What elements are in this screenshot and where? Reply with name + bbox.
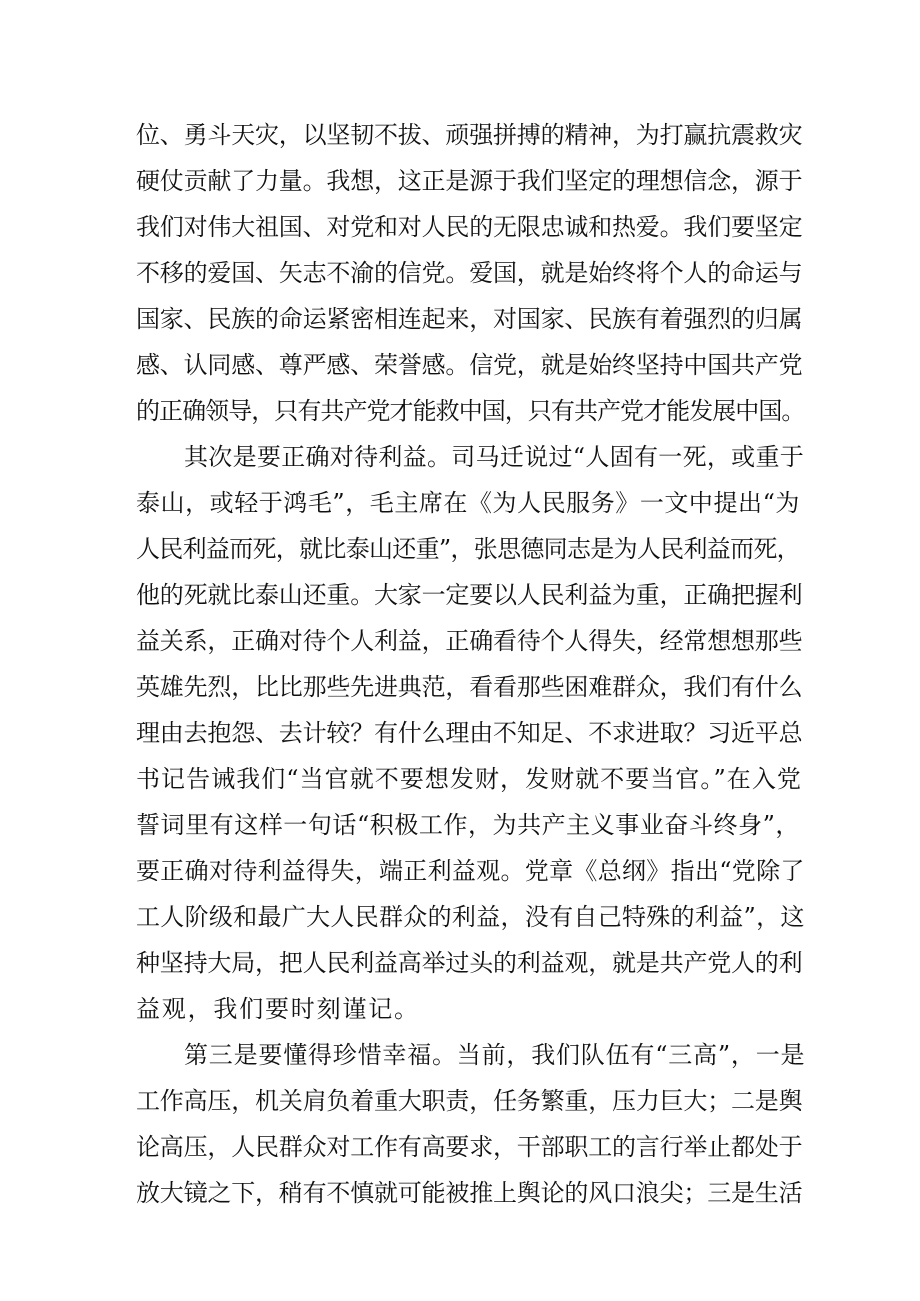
text-line: 感、认同感、尊严感、荣誉感。信党，就是始终坚持中国共产党: [136, 351, 803, 379]
text-line: 益关系，正确对待个人利益，正确看待个人得失，经常想想那些: [136, 627, 803, 655]
text-line: 的正确领导，只有共产党才能救中国，只有共产党才能发展中国。: [136, 397, 805, 425]
text-line: 硬仗贡献了力量。我想，这正是源于我们坚定的理想信念，源于: [136, 167, 803, 195]
text-line: 不移的爱国、矢志不渝的信党。爱国，就是始终将个人的命运与: [136, 259, 803, 287]
text-line: 要正确对待利益得失，端正利益观。党章《总纲》指出“党除了: [136, 857, 805, 885]
text-line: 英雄先烈，比比那些先进典范，看看那些困难群众，我们有什么: [136, 673, 803, 701]
text-line: 工作高压，机关肩负着重大职责，任务繁重，压力巨大；二是舆: [136, 1087, 803, 1115]
paragraph: [136, 1032, 806, 1216]
paragraph: [136, 434, 806, 1032]
text-line: 种坚持大局，把人民利益高举过头的利益观，就是共产党人的利: [136, 949, 803, 977]
text-line: 第三是要懂得珍惜幸福。当前，我们队伍有“三高”，一是: [184, 1041, 806, 1069]
text-line: 益观，我们要时刻谨记。: [136, 995, 420, 1023]
paragraph: [136, 112, 806, 434]
text-line: 位、勇斗天灾，以坚韧不拔、顽强拼搏的精神，为打赢抗震救灾: [136, 121, 803, 149]
body-text: [136, 112, 806, 1216]
text-line: 工人阶级和最广大人民群众的利益，没有自己特殊的利益”，这: [136, 903, 805, 931]
text-line: 人民利益而死，就比泰山还重”，张思德同志是为人民利益而死，: [136, 535, 800, 563]
text-line: 誓词里有这样一句话“积极工作，为共产主义事业奋斗终身”，: [136, 811, 800, 839]
text-line: 论高压，人民群众对工作有高要求，干部职工的言行举止都处于: [136, 1133, 803, 1161]
text-line: 理由去抱怨、去计较？有什么理由不知足、不求进取？习近平总: [136, 719, 803, 747]
text-line: 泰山，或轻于鸿毛”，毛主席在《为人民服务》一文中提出“为: [136, 489, 800, 517]
text-line: 放大镜之下，稍有不慎就可能被推上舆论的风口浪尖；三是生活: [136, 1179, 803, 1207]
text-line: 他的死就比泰山还重。大家一定要以人民利益为重，正确把握利: [136, 581, 803, 609]
text-line: 其次是要正确对待利益。司马迁说过“人固有一死，或重于: [184, 443, 805, 471]
text-line: 书记告诫我们“当官就不要想发财，发财就不要当官。”在入党: [136, 765, 802, 793]
text-line: 我们对伟大祖国、对党和对人民的无限忠诚和热爱。我们要坚定: [136, 213, 803, 241]
text-line: 国家、民族的命运紧密相连起来，对国家、民族有着强烈的归属: [136, 305, 803, 333]
